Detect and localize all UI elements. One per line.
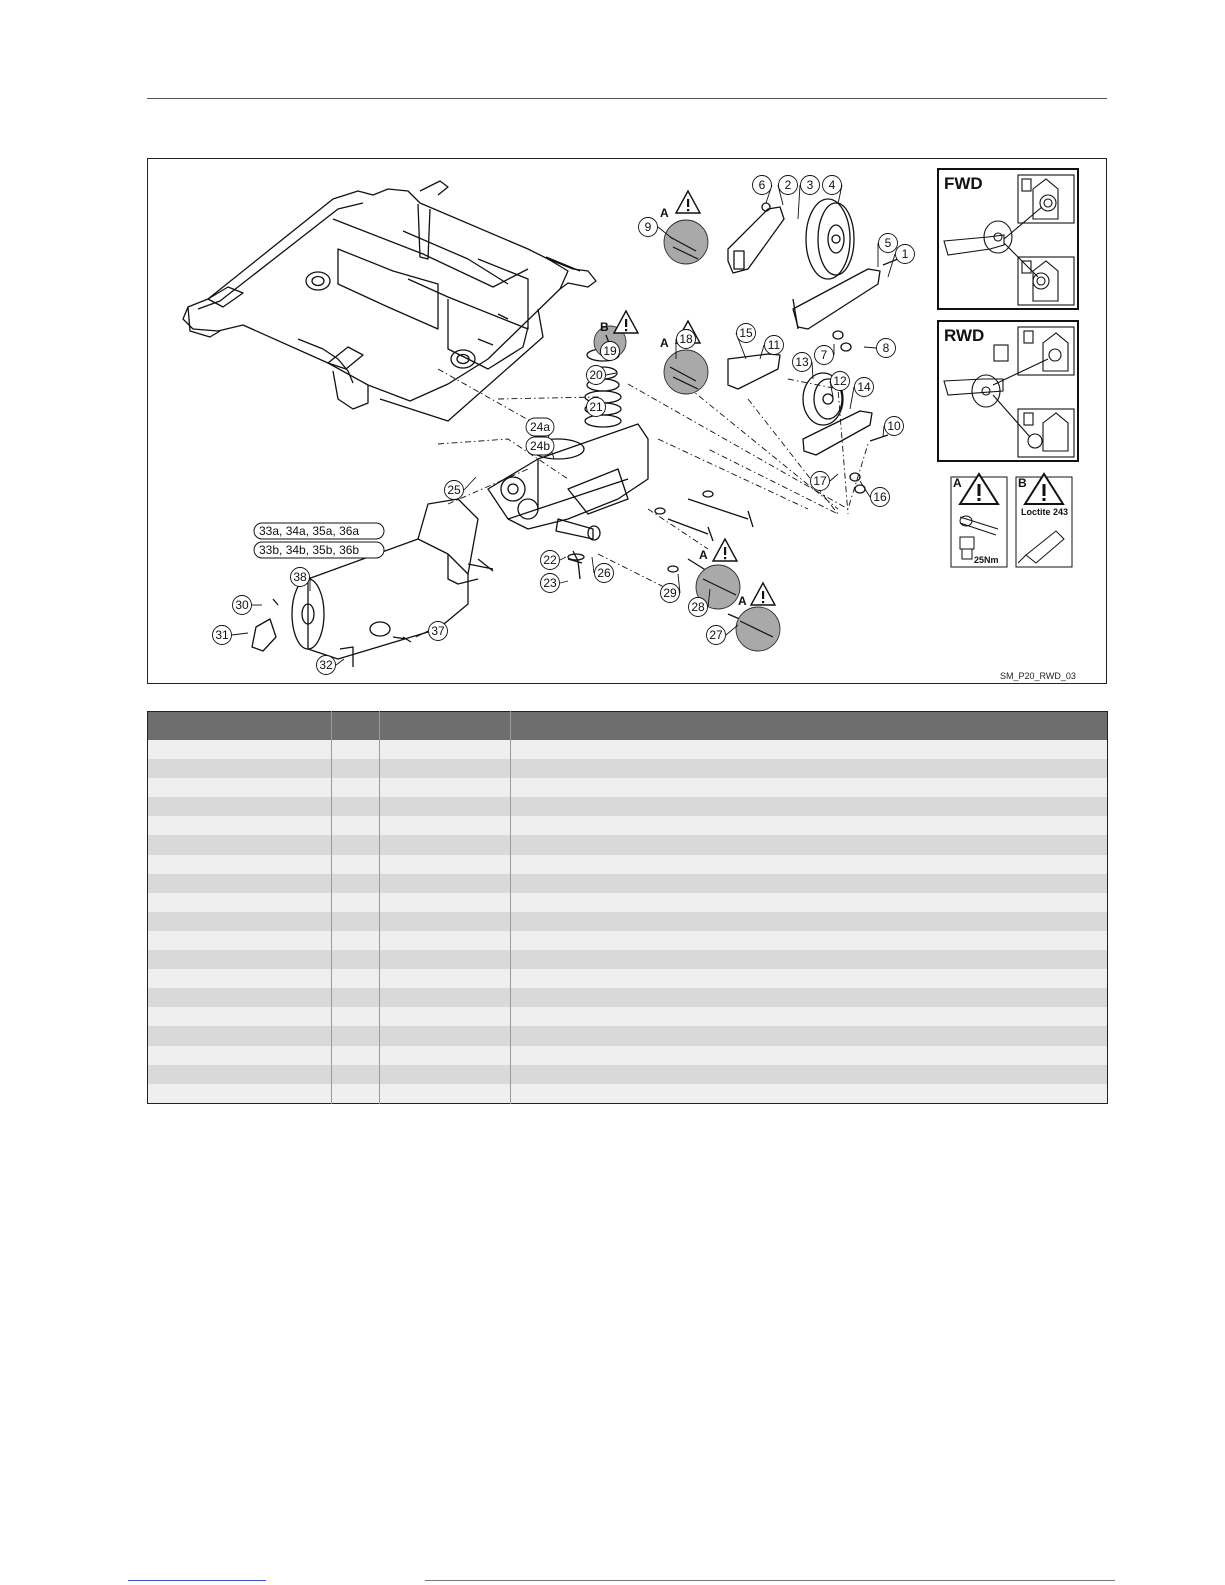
callout-number-32: 32 — [319, 658, 333, 673]
table-cell — [148, 1065, 332, 1084]
table-cell — [332, 1046, 380, 1065]
warning-label-a: A — [660, 206, 669, 220]
callout-leader-line — [560, 557, 566, 560]
table-cell — [511, 778, 1108, 797]
callout-number-11: 11 — [767, 338, 781, 353]
callout-number-17: 17 — [813, 474, 827, 489]
table-cell — [380, 816, 511, 835]
figure-id: SM_P20_RWD_03 — [1000, 671, 1076, 681]
table-row — [148, 1065, 1108, 1084]
table-cell — [511, 1084, 1108, 1104]
parts-list-table — [147, 711, 1108, 1104]
table-cell — [148, 912, 332, 931]
table-cell — [148, 950, 332, 969]
callout-number-27: 27 — [709, 628, 723, 643]
table-row — [148, 1046, 1108, 1065]
chassis-frame-drawing — [183, 181, 596, 421]
table-cell — [332, 759, 380, 778]
parts-list-body — [148, 740, 1108, 1103]
table-cell — [511, 759, 1108, 778]
table-cell — [380, 1007, 511, 1026]
callout-number-26: 26 — [597, 566, 611, 581]
table-cell — [511, 988, 1108, 1007]
table-cell — [380, 1046, 511, 1065]
table-cell — [380, 1065, 511, 1084]
table-cell — [511, 740, 1108, 759]
table-cell — [148, 740, 332, 759]
callout-number-24a: 24a — [529, 420, 551, 435]
column-header — [380, 712, 511, 741]
table-header-row — [148, 712, 1108, 741]
table-cell — [511, 797, 1108, 816]
table-cell — [332, 912, 380, 931]
table-row — [148, 835, 1108, 854]
callout-number-1: 1 — [901, 247, 909, 262]
callout-number-5: 5 — [884, 236, 892, 251]
table-cell — [148, 855, 332, 874]
table-cell — [511, 912, 1108, 931]
table-row — [148, 778, 1108, 797]
footer-link-underline — [128, 1580, 266, 1581]
table-cell — [511, 969, 1108, 988]
table-cell — [332, 969, 380, 988]
table-cell — [380, 778, 511, 797]
motor-label-line-2: 33b, 34b, 35b, 36b — [259, 543, 360, 557]
table-cell — [511, 1007, 1108, 1026]
table-cell — [511, 816, 1108, 835]
callout-number-23: 23 — [543, 576, 557, 591]
callout-number-25: 25 — [447, 483, 461, 498]
table-cell — [148, 874, 332, 893]
callout-number-19: 19 — [603, 344, 617, 359]
table-cell — [332, 855, 380, 874]
table-cell — [148, 988, 332, 1007]
table-cell — [380, 988, 511, 1007]
callout-leader-line — [232, 633, 248, 635]
table-cell — [148, 1084, 332, 1104]
table-row — [148, 1007, 1108, 1026]
footer-rule — [425, 1580, 1115, 1581]
legend-b-product: Loctite 243 — [1021, 507, 1069, 517]
table-cell — [380, 740, 511, 759]
callout-leader-line — [592, 557, 594, 573]
callout-number-31: 31 — [215, 628, 229, 643]
adhesive-tube-icon — [1018, 531, 1064, 563]
table-cell — [380, 1084, 511, 1104]
table-cell — [332, 1026, 380, 1045]
callout-number-16: 16 — [873, 490, 887, 505]
callout-number-2: 2 — [784, 178, 792, 193]
table-cell — [511, 950, 1108, 969]
table-cell — [511, 893, 1108, 912]
callout-number-24b: 24b — [529, 439, 551, 454]
callout-leader-line — [798, 185, 800, 219]
table-cell — [380, 759, 511, 778]
callout-number-8: 8 — [882, 341, 890, 356]
legend-b-letter: B — [1018, 476, 1027, 490]
table-cell — [511, 874, 1108, 893]
table-cell — [148, 969, 332, 988]
table-cell — [511, 1065, 1108, 1084]
table-row — [148, 816, 1108, 835]
callout-leader-line — [606, 373, 616, 375]
table-cell — [380, 855, 511, 874]
table-cell — [148, 816, 332, 835]
table-cell — [332, 874, 380, 893]
callout-number-6: 6 — [758, 178, 766, 193]
table-cell — [148, 835, 332, 854]
table-row — [148, 931, 1108, 950]
callout-number-20: 20 — [589, 368, 603, 383]
legend-a-letter: A — [953, 476, 962, 490]
callout-leader-line — [760, 345, 764, 359]
table-cell — [380, 912, 511, 931]
callout-leader-line — [416, 631, 428, 637]
table-row — [148, 988, 1108, 1007]
table-cell — [511, 1026, 1108, 1045]
table-row — [148, 855, 1108, 874]
table-cell — [148, 1007, 332, 1026]
table-cell — [332, 816, 380, 835]
table-cell — [380, 835, 511, 854]
callout-number-13: 13 — [795, 355, 809, 370]
callout-leader-line — [888, 254, 895, 277]
table-cell — [332, 988, 380, 1007]
fwd-title: FWD — [944, 174, 983, 193]
motor-label-line-1: 33a, 34a, 35a, 36a — [259, 524, 360, 538]
table-cell — [148, 1046, 332, 1065]
table-row — [148, 1026, 1108, 1045]
warning-label-a: A — [699, 548, 708, 562]
table-cell — [148, 778, 332, 797]
callout-number-37: 37 — [431, 624, 445, 639]
header-rule — [147, 98, 1107, 99]
table-cell — [148, 1026, 332, 1045]
table-cell — [511, 931, 1108, 950]
column-header — [148, 712, 332, 741]
table-row — [148, 893, 1108, 912]
table-row — [148, 874, 1108, 893]
table-row — [148, 759, 1108, 778]
callout-leader-line — [883, 426, 884, 437]
table-cell — [380, 931, 511, 950]
table-cell — [332, 1007, 380, 1026]
callout-number-9: 9 — [644, 220, 652, 235]
table-cell — [332, 740, 380, 759]
table-cell — [332, 835, 380, 854]
callout-number-7: 7 — [820, 348, 828, 363]
table-row — [148, 740, 1108, 759]
table-cell — [332, 778, 380, 797]
callout-leader-line — [860, 481, 870, 497]
rwd-castor-detail — [944, 327, 1074, 457]
table-cell — [380, 797, 511, 816]
table-cell — [332, 797, 380, 816]
callout-leader-line — [864, 347, 876, 348]
table-cell — [380, 874, 511, 893]
callout-leader-line — [336, 659, 344, 665]
callout-number-29: 29 — [663, 586, 677, 601]
callout-number-12: 12 — [833, 374, 847, 389]
column-header — [332, 712, 380, 741]
table-row — [148, 950, 1108, 969]
table-cell — [332, 1065, 380, 1084]
callout-number-4: 4 — [828, 178, 836, 193]
fwd-castor-detail — [944, 175, 1074, 305]
callout-leader-line — [850, 387, 854, 409]
table-cell — [511, 1046, 1108, 1065]
torque-wrench-icon — [960, 516, 998, 559]
callout-leader-line — [830, 474, 838, 481]
column-header — [511, 712, 1108, 741]
table-cell — [332, 1084, 380, 1104]
callout-number-3: 3 — [806, 178, 814, 193]
table-cell — [332, 931, 380, 950]
callout-number-14: 14 — [857, 380, 871, 395]
table-row — [148, 912, 1108, 931]
table-cell — [380, 950, 511, 969]
exploded-parts-diagram — [147, 158, 1107, 684]
table-cell — [148, 759, 332, 778]
callout-number-22: 22 — [543, 553, 557, 568]
table-cell — [332, 893, 380, 912]
table-cell — [148, 797, 332, 816]
callout-number-10: 10 — [887, 419, 901, 434]
callout-number-18: 18 — [679, 332, 693, 347]
callout-number-28: 28 — [691, 600, 705, 615]
table-row — [148, 969, 1108, 988]
callout-number-30: 30 — [235, 598, 249, 613]
callout-leader-line — [560, 581, 568, 583]
table-row — [148, 797, 1108, 816]
legend-a-torque: 25Nm — [974, 555, 999, 565]
callout-leader-line — [464, 477, 476, 490]
table-cell — [332, 950, 380, 969]
table-cell — [380, 893, 511, 912]
table-cell — [511, 855, 1108, 874]
table-cell — [148, 931, 332, 950]
warning-label-b: B — [600, 320, 609, 334]
table-cell — [511, 835, 1108, 854]
callout-number-21: 21 — [589, 400, 603, 415]
rwd-title: RWD — [944, 326, 985, 345]
table-cell — [380, 969, 511, 988]
warning-label-a: A — [738, 594, 747, 608]
table-cell — [380, 1026, 511, 1045]
table-row — [148, 1084, 1108, 1104]
callout-number-15: 15 — [739, 326, 753, 341]
warning-label-a: A — [660, 336, 669, 350]
callout-number-38: 38 — [293, 570, 307, 585]
table-cell — [148, 893, 332, 912]
